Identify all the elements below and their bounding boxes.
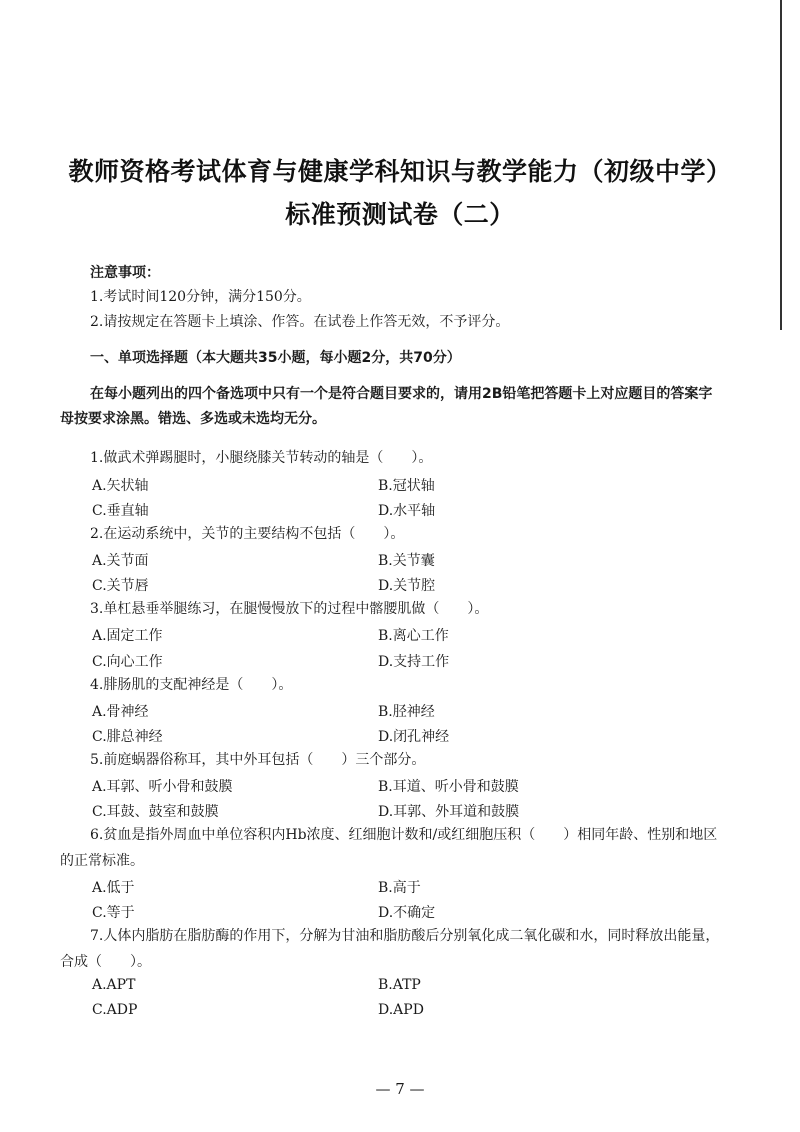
question-stem: 7.人体内脂肪在脂肪酶的作用下，分解为甘油和脂肪酸后分别氧化成二氧化碳和水，同时释放出能量，合成（ ）。 — [60, 928, 720, 970]
option-a: A.低于 — [92, 880, 135, 896]
option-d: D.不确定 — [378, 905, 436, 921]
option-b: B.胫神经 — [378, 704, 435, 720]
page-number: — 7 — — [375, 1080, 425, 1098]
notice-heading: 注意事项： — [90, 265, 160, 281]
option-d: D.APD — [378, 1002, 424, 1018]
option-d: D.闭孔神经 — [378, 729, 450, 745]
option-a: A.骨神经 — [92, 704, 149, 720]
question-stem: 2.在运动系统中，关节的主要结构不包括（ ）。 — [90, 526, 405, 542]
option-c: C.等于 — [92, 905, 135, 921]
option-c: C.向心工作 — [92, 654, 163, 670]
option-d: D.关节腔 — [378, 578, 436, 594]
option-b: B.ATP — [378, 977, 421, 993]
option-c: C.ADP — [92, 1002, 138, 1018]
section-instructions: 在每小题列出的四个备选项中只有一个是符合题目要求的，请用2B铅笔把答题卡上对应题目的答案字母按要求涂黑。错选、多选或未选均无分。 — [60, 386, 713, 427]
option-d: D.水平轴 — [378, 503, 436, 519]
option-a: A.矢状轴 — [92, 478, 149, 494]
option-a: A.固定工作 — [92, 628, 163, 644]
option-d: D.耳郭、外耳道和鼓膜 — [378, 804, 520, 820]
notice-item: 2.请按规定在答题卡上填涂、作答。在试卷上作答无效，不予评分。 — [90, 314, 510, 330]
option-a: A.关节面 — [92, 553, 149, 569]
option-c: C.垂直轴 — [92, 503, 149, 519]
question-stem: 6.贫血是指外周血中单位容积内Hb浓度、红细胞计数和/或红细胞压积（ ）相同年龄、性别和地区的正常标准。 — [60, 827, 718, 869]
paper-title: 教师资格考试体育与健康学科知识与教学能力（初级中学） — [68, 157, 732, 186]
option-b: B.离心工作 — [378, 628, 449, 644]
option-c: C.耳鼓、鼓室和鼓膜 — [92, 804, 219, 820]
question-stem: 4.腓肠肌的支配神经是（ ）。 — [90, 677, 293, 693]
option-a: A.APT — [92, 977, 136, 993]
option-c: C.关节唇 — [92, 578, 149, 594]
option-b: B.耳道、听小骨和鼓膜 — [378, 779, 519, 795]
section-heading: 一、单项选择题（本大题共35小题，每小题2分，共70分） — [90, 350, 461, 366]
question-stem: 3.单杠悬垂举腿练习，在腿慢慢放下的过程中髂腰肌做（ ）。 — [90, 601, 489, 617]
option-c: C.腓总神经 — [92, 729, 163, 745]
option-b: B.高于 — [378, 880, 421, 896]
notice-item: 1.考试时间120分钟，满分150分。 — [90, 289, 311, 305]
option-a: A.耳郭、听小骨和鼓膜 — [92, 779, 233, 795]
question-stem: 1.做武术弹踢腿时，小腿绕膝关节转动的轴是（ ）。 — [90, 450, 433, 466]
option-d: D.支持工作 — [378, 654, 450, 670]
question-stem: 5.前庭蜗器俗称耳，其中外耳包括（ ）三个部分。 — [90, 752, 426, 768]
paper-subtitle: 标准预测试卷（二） — [285, 200, 515, 229]
option-b: B.关节囊 — [378, 553, 435, 569]
option-b: B.冠状轴 — [378, 478, 435, 494]
